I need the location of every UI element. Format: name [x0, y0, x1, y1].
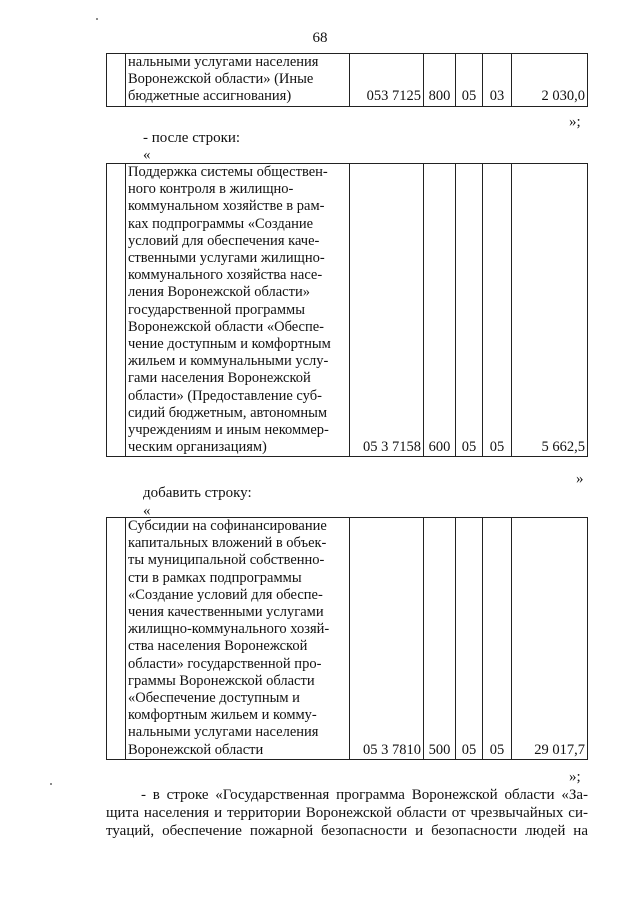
paragraph-line: щита населения и территории Воронежской области от чрезвычайных си- [106, 805, 588, 821]
table-cell-rz: 05 [456, 54, 483, 107]
table-cell-name: нальными услугами населения Воронежской области» (Иные бюджетные ассигнования) [126, 54, 350, 107]
closing-quote-3: »; [569, 769, 581, 785]
page-number: 68 [312, 30, 328, 46]
table-cell-sum: 5 662,5 [512, 164, 588, 457]
scan-speck [50, 783, 52, 785]
paragraph-line: туаций, обеспечение пожарной безопасности и безопасности людей на [106, 823, 588, 839]
table-cell-pr: 05 [483, 518, 512, 760]
table-cell-csr: 053 7125 [350, 54, 424, 107]
after-row-label: - после строки: [143, 130, 241, 146]
table-cell-blank [107, 518, 126, 760]
table-cell-sum: 2 030,0 [512, 54, 588, 107]
table-row [107, 54, 588, 107]
table-cell-name: Субсидии на софинансирование капитальных вложений в объек- ты муниципальной собственно- сти в рамках подпрограммы «Создание условий для обеспе- чения качественными услугами жилищно-коммунального хозяй- ства населения Воронежской области» государственной про- граммы Воронежской области «Обеспечение доступным и комфортным жильем и комму- нальными услугами населения Воронежской области [126, 518, 350, 760]
scan-speck [96, 18, 98, 20]
table-cell-rz: 05 [456, 518, 483, 760]
table-cell-vr: 600 [424, 164, 456, 457]
table-cell-csr: 05 3 7810 [350, 518, 424, 760]
add-row-label: добавить строку: [143, 485, 252, 501]
table-cell-pr: 05 [483, 164, 512, 457]
table-row [107, 518, 588, 760]
table-cell-rz: 05 [456, 164, 483, 457]
budget-table-1 [106, 53, 588, 107]
closing-quote-2: » [576, 471, 584, 487]
closing-quote-1: »; [569, 114, 581, 130]
budget-table-2 [106, 163, 588, 457]
paragraph [106, 786, 588, 840]
table-cell-csr: 05 3 7158 [350, 164, 424, 457]
table-cell-sum: 29 017,7 [512, 518, 588, 760]
table-cell-vr: 500 [424, 518, 456, 760]
paragraph-line: - в строке «Государственная программа Воронежской области «За- [141, 787, 588, 803]
opening-quote-2: « [143, 147, 151, 163]
table-cell-blank [107, 164, 126, 457]
table-row [107, 164, 588, 457]
table-cell-name: Поддержка системы обществен- ного контроля в жилищно- коммунальном хозяйстве в рам- ках подпрограммы «Создание условий для обеспечения каче- ственными услугами жилищно- коммунального хозяйства насе- ления Воронежской области» государственной программы Воронежской области «Обеспе- чение доступным и комфортным жильем и коммунальными услу- гами населения Воронежской области» (Предоставление суб- сидий бюджетным, автономным учреждениям и иным некоммер- ческим организациям) [126, 164, 350, 457]
opening-quote-3: « [143, 503, 151, 519]
budget-table-3 [106, 517, 588, 760]
table-cell-blank [107, 54, 126, 107]
table-cell-pr: 03 [483, 54, 512, 107]
table-cell-vr: 800 [424, 54, 456, 107]
